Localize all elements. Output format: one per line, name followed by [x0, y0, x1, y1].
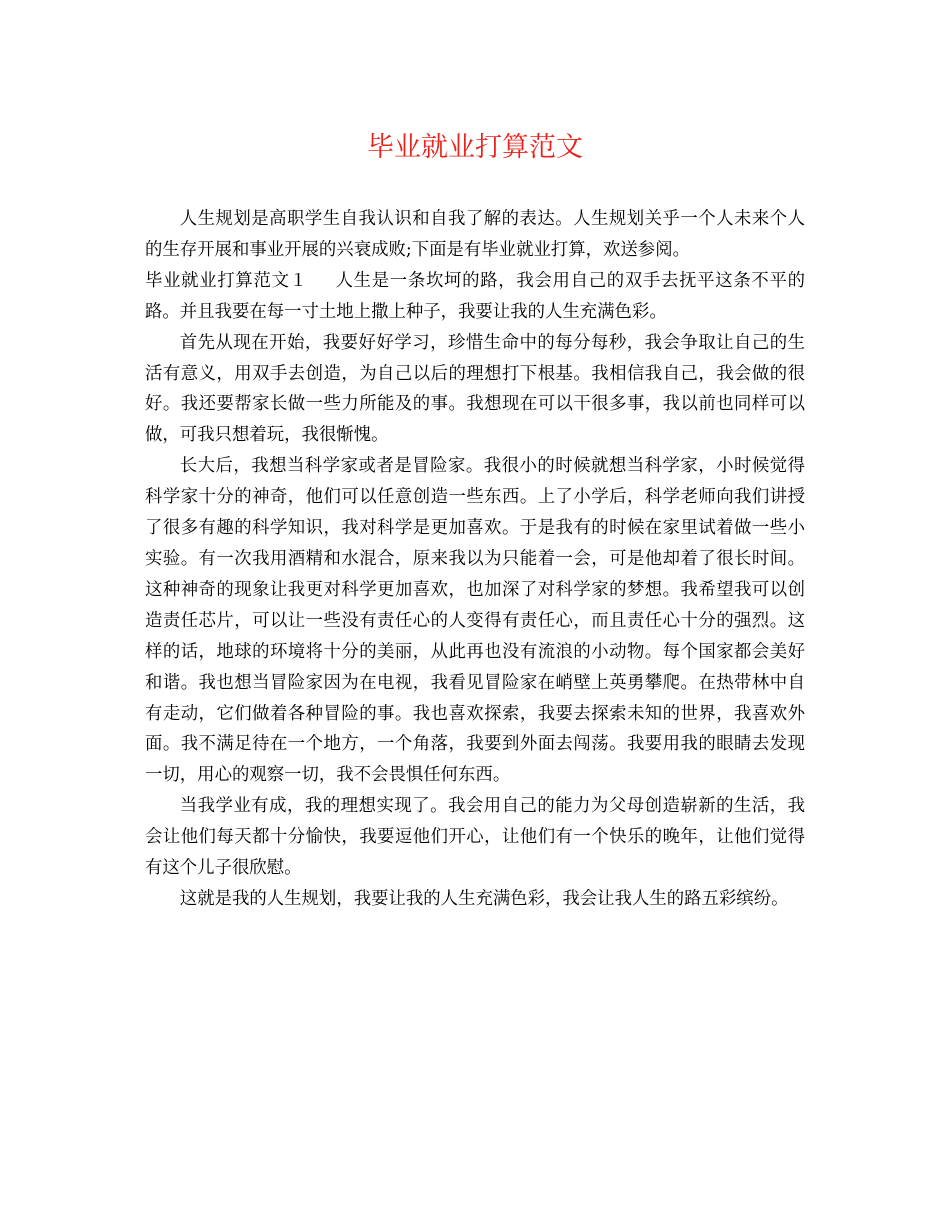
- section-paragraph: [145, 266, 805, 328]
- body-paragraph-3: 当我学业有成，我的理想实现了。我会用自己的能力为父母创造崭新的生活，我会让他们每天都十分愉快，我要逗他们开心，让他们有一个快乐的晚年，让他们觉得有这个儿子很欣慰。: [145, 796, 805, 879]
- body-paragraph-4: 这就是我的人生规划，我要让我的人生充满色彩，我会让我人生的路五彩缤纷。: [179, 888, 789, 909]
- document-title: 毕业就业打算范文: [367, 132, 583, 163]
- body-paragraph-1: 首先从现在开始，我要好好学习，珍惜生命中的每分每秒，我会争取让自己的生活有意义，用双手去创造，为自己以后的理想打下根基。我相信我自己，我会做的很好。我还要帮家长做一些力所能及的事。我想现在可以干很多事，我以前也同样可以做，可我只想着玩，我很惭愧。: [145, 332, 805, 446]
- body-paragraph-2: 长大后，我想当科学家或者是冒险家。我很小的时候就想当科学家，小时候觉得科学家十分的神奇，他们可以任意创造一些东西。上了小学后，科学老师向我们讲授了很多有趣的科学知识，我对科学是更加喜欢。于是我有的时候在家里试着做一些小实验。有一次我用酒精和水混合，原来我以为只能着一会，可是他却着了很长时间。这种神奇的现象让我更对科学更加喜欢，也加深了对科学家的梦想。我希望我可以创造责任芯片，可以让一些没有责任心的人变得有责任心，而且责任心十分的强烈。这样的话，地球的环境将十分的美丽，从此再也没有流浪的小动物。每个国家都会美好和谐。我也想当冒险家因为在电视，我看见冒险家在峭壁上英勇攀爬。在热带林中自有走动，它们做着各种冒险的事。我也喜欢探索，我要去探索未知的世界，我喜欢外面。我不满足待在一个地方，一个角落，我要到外面去闯荡。我要用我的眼睛去发现一切，用心的观察一切，我不会畏惧任何东西。: [145, 456, 805, 786]
- section-heading: 毕业就业打算范文１: [145, 270, 308, 291]
- intro-paragraph: 人生规划是高职学生自我认识和自我了解的表达。人生规划关乎一个人未来个人的生存开展和事业开展的兴衰成败;下面是有毕业就业打算，欢送参阅。: [145, 209, 805, 260]
- section-lead-text: 人生是一条坎坷的路，我会用自己的双手去抚平这条不平的路。并且我要在每一寸土地上撒上种子，我要让我的人生充满色彩。: [145, 270, 805, 322]
- document-body: [145, 204, 805, 915]
